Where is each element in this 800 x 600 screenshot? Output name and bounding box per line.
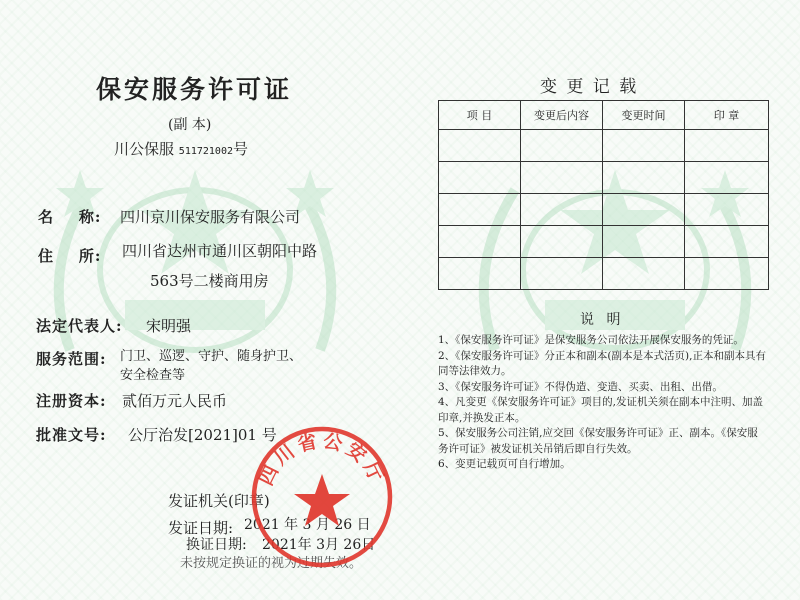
- table-row: [439, 162, 769, 194]
- approval-label: 批准文号:: [36, 426, 107, 444]
- header-item: 项 目: [439, 101, 521, 130]
- page-title: 保安服务许可证: [96, 75, 293, 104]
- name-value: 四川京川保安服务有限公司: [120, 208, 301, 226]
- table-cell: [521, 194, 603, 226]
- table-cell: [521, 162, 603, 194]
- table-cell: [603, 130, 685, 162]
- cert-suffix: 号: [232, 140, 248, 158]
- address-line-1: 四川省达州市通川区朝阳中路: [122, 242, 318, 260]
- note-item: 1、《保安服务许可证》是保安服务公司依法开展保安服务的凭证。: [438, 334, 744, 346]
- notes-list: [438, 333, 768, 473]
- scope-line-2: 安全检查等: [120, 368, 186, 383]
- table-cell: [439, 258, 521, 290]
- table-cell: [521, 258, 603, 290]
- reissue-date-value: 2021年 3月 26日: [262, 537, 376, 553]
- footnote: 未按规定换证的视为过期失效。: [180, 556, 363, 571]
- table-cell: [685, 258, 769, 290]
- table-cell: [439, 162, 521, 194]
- scope-label: 服务范围:: [36, 350, 107, 368]
- table-cell: [603, 258, 685, 290]
- reissue-date-label: 换证日期:: [186, 537, 247, 553]
- address-line-2: 563号二楼商用房: [150, 272, 269, 290]
- table-cell: [439, 130, 521, 162]
- table-row: [439, 194, 769, 226]
- address-label: 住 所:: [38, 247, 102, 265]
- capital-value: 贰佰万元人民币: [122, 392, 228, 410]
- header-new-content: 变更后内容: [521, 101, 603, 130]
- table-row: [439, 130, 769, 162]
- cert-prefix: 川公保服: [114, 140, 175, 158]
- official-seal: [247, 422, 397, 572]
- issuer-label: 发证机关(印章): [168, 492, 270, 510]
- table-cell: [439, 226, 521, 258]
- table-cell: [603, 162, 685, 194]
- svg-text:四川省公安厅: 四川省公安厅: [255, 429, 389, 489]
- copy-label: (副 本): [168, 117, 212, 133]
- change-record-table: [438, 100, 769, 290]
- table-row: [439, 226, 769, 258]
- name-label: 名 称:: [38, 208, 102, 226]
- note-item: 5、保安服务公司注销,应交回《保安服务许可证》正、副本。《保安服务许可证》被发证机关吊销后即自行失效。: [438, 427, 758, 455]
- table-row: [439, 258, 769, 290]
- table-header-row: [439, 101, 769, 130]
- scope-line-1: 门卫、巡逻、守护、随身护卫、: [120, 349, 303, 364]
- table-cell: [603, 194, 685, 226]
- header-change-time: 变更时间: [603, 101, 685, 130]
- table-cell: [685, 226, 769, 258]
- note-item: 4、凡变更《保安服务许可证》项目的,发证机关须在副本中注明、加盖印章,并换发正本。: [438, 396, 764, 424]
- table-cell: [685, 162, 769, 194]
- change-record-title: 变 更 记 载: [540, 77, 639, 97]
- legal-rep-label: 法定代表人:: [36, 317, 123, 335]
- table-cell: [685, 130, 769, 162]
- cert-number: 511721002: [178, 146, 233, 157]
- header-seal: 印 章: [685, 101, 769, 130]
- note-item: 6、变更记载页可自行增加。: [438, 458, 571, 470]
- legal-rep-value: 宋明强: [146, 317, 192, 335]
- approval-value: 公厅治发[2021]01 号: [128, 426, 277, 444]
- issue-date-label: 发证日期:: [168, 519, 234, 537]
- notes-title: 说 明: [580, 312, 625, 328]
- table-cell: [521, 226, 603, 258]
- cert-number-line: [114, 138, 248, 159]
- table-cell: [603, 226, 685, 258]
- table-cell: [521, 130, 603, 162]
- table-cell: [439, 194, 521, 226]
- capital-label: 注册资本:: [36, 392, 107, 410]
- note-item: 3、《保安服务许可证》不得伪造、变造、买卖、出租、出借。: [438, 380, 723, 393]
- issue-date-value: 2021 年 3 月 26 日: [244, 517, 371, 533]
- table-cell: [685, 194, 769, 226]
- note-item: 2、《保安服务许可证》分正本和副本(副本是本式活页),正本和副本具有同等法律效力。: [438, 349, 766, 377]
